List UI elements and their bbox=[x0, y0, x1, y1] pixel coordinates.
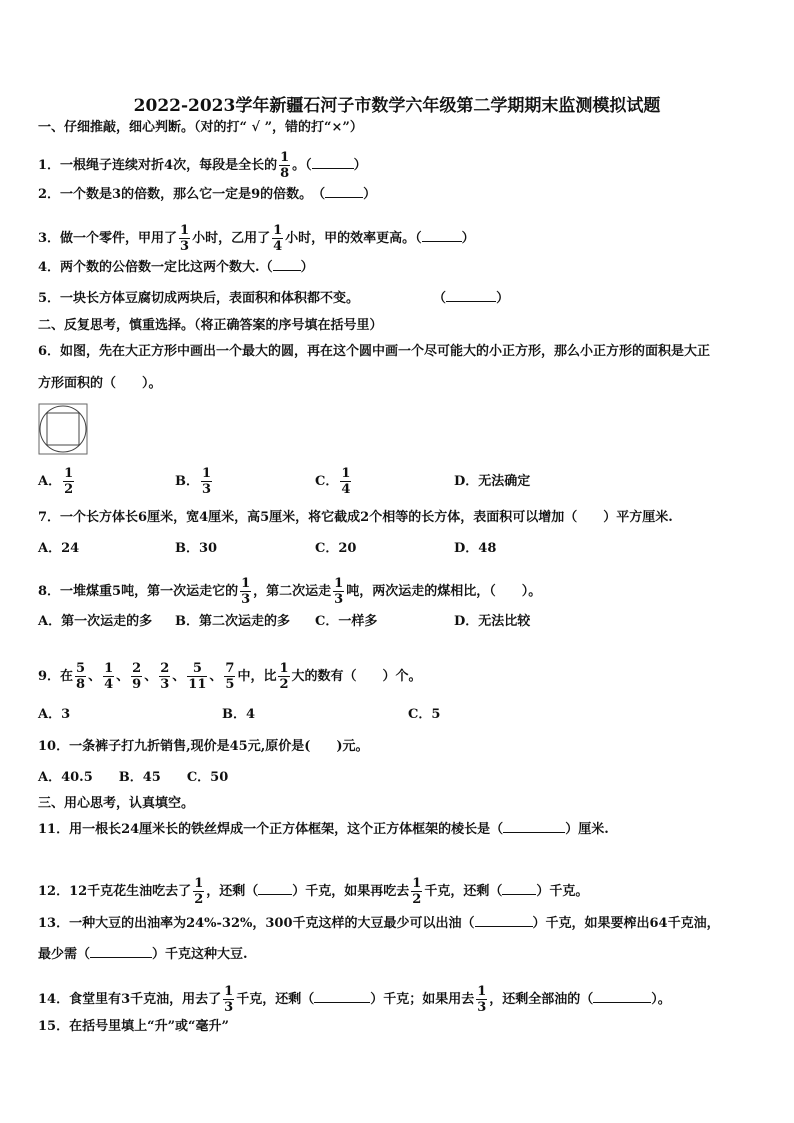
fraction: $\frac{1}{3}$ bbox=[477, 984, 487, 1015]
question-6-option-a[interactable]: A． $\frac{1}{2}$ bbox=[38, 466, 74, 497]
page-title: 2022-2023学年新疆石河子市数学六年级第二学期期末监测模拟试题 bbox=[133, 96, 661, 116]
question-7-option-b[interactable]: B．30 bbox=[175, 541, 218, 556]
fraction-list bbox=[73, 661, 237, 692]
fraction: $\frac{7}{5}$ bbox=[225, 661, 235, 692]
separator: 、 bbox=[116, 669, 130, 684]
question-7: 7．一个长方体长6厘米，宽4厘米，高5厘米，将它截成2个相等的长方体，表面积可以增加（ ）平方厘米. bbox=[38, 510, 673, 525]
question-9-option-b[interactable]: B．4 bbox=[222, 707, 256, 722]
fraction: $\frac{1}{3}$ bbox=[180, 223, 190, 254]
separator: 、 bbox=[209, 669, 223, 684]
question-7-option-d[interactable]: D．48 bbox=[454, 541, 497, 556]
section-3-heading: 三、用心思考，认真填空。 bbox=[38, 796, 195, 811]
fraction: $\frac{1}{2}$ bbox=[194, 876, 204, 907]
question-7-option-c[interactable]: C．20 bbox=[315, 541, 357, 556]
question-1: 1．一根绳子连续对折4次，每段是全长的 $\frac{1}{8}$ 。（ ） bbox=[38, 150, 367, 181]
question-5: 5．一块长方体豆腐切成两块后，表面积和体积都不变。 （ ） bbox=[38, 291, 510, 306]
fraction: $\frac{1}{2}$ bbox=[412, 876, 422, 907]
question-6-option-b[interactable]: B． $\frac{1}{3}$ bbox=[175, 466, 212, 497]
fraction: $\frac{2}{3}$ bbox=[160, 661, 170, 692]
question-12: 12．12千克花生油吃去了 $\frac{1}{2}$ ，还剩（ ）千克，如果再吃去 $\frac{1}{2}$ 千克，还剩（ ）千克。 bbox=[38, 876, 589, 907]
fraction: $\frac{1}{4}$ bbox=[104, 661, 114, 692]
fraction: $\frac{1}{3}$ bbox=[241, 576, 251, 607]
separator: 、 bbox=[144, 669, 158, 684]
question-8-option-a[interactable]: A．第一次运走的多 bbox=[38, 614, 153, 629]
fraction: $\frac{1}{3}$ bbox=[334, 576, 344, 607]
question-9-option-a[interactable]: A．3 bbox=[38, 707, 71, 722]
separator: 、 bbox=[88, 669, 102, 684]
fraction: $\frac{2}{9}$ bbox=[132, 661, 142, 692]
question-15: 15．在括号里填上“升”或“毫升” bbox=[38, 1019, 230, 1034]
fraction: $\frac{1}{4}$ bbox=[273, 223, 283, 254]
fraction: $\frac{1}{3}$ bbox=[224, 984, 234, 1015]
question-6-option-c[interactable]: C． $\frac{1}{4}$ bbox=[315, 466, 351, 497]
question-13-line-1: 13．一种大豆的出油率为24%-32%，300千克这样的大豆最少可以出油（ ）千克，如果要榨出64千克油， bbox=[38, 916, 720, 931]
question-10: 10．一条裤子打九折销售,现价是45元,原价是( )元。 bbox=[38, 739, 369, 754]
fraction: $\frac{1}{8}$ bbox=[280, 150, 290, 181]
question-9-option-c[interactable]: C．5 bbox=[408, 707, 441, 722]
question-8-option-c[interactable]: C．一样多 bbox=[315, 614, 378, 629]
question-2: 2．一个数是3的倍数，那么它一定是9的倍数。 （ ） bbox=[38, 187, 377, 202]
question-11: 11．用一根长24厘米长的铁丝焊成一个正方体框架，这个正方体框架的棱长是（ ）厘米. bbox=[38, 822, 609, 837]
question-8-option-d[interactable]: D．无法比较 bbox=[454, 614, 531, 629]
square-circle-figure bbox=[38, 403, 88, 455]
question-7-option-a[interactable]: A．24 bbox=[38, 541, 80, 556]
question-9: 9．在 $\frac{5}{8}$ 、 $\frac{1}{4}$ 、 $\frac{2}{9}$ 、 $\frac{2}{3}$ 、 $\frac{5}{11}$ 、 $\frac{7}{5}$ 中，比 $\frac{1}{2}$ 大的数有（ ）个。 bbox=[38, 661, 422, 692]
fraction: $\frac{1}{2}$ bbox=[279, 661, 289, 692]
question-10-options[interactable]: A．40.5 B．45 C．50 bbox=[38, 770, 229, 785]
question-6-line-2: 方形面积的（ ）。 bbox=[38, 376, 162, 391]
separator: 、 bbox=[172, 669, 186, 684]
question-8-option-b[interactable]: B．第二次运走的多 bbox=[175, 614, 290, 629]
fraction: $\frac{5}{11}$ bbox=[188, 661, 207, 692]
question-8: 8．一堆煤重5吨，第一次运走它的 $\frac{1}{3}$ ，第二次运走 $\frac{1}{3}$ 吨，两次运走的煤相比，（ ）。 bbox=[38, 576, 542, 607]
fraction: $\frac{5}{8}$ bbox=[76, 661, 86, 692]
question-3: 3．做一个零件，甲用了 $\frac{1}{3}$ 小时，乙用了 $\frac{1}{4}$ 小时，甲的效率更高。（ ） bbox=[38, 223, 475, 254]
section-1-heading: 一、仔细推敲，细心判断。（对的打“ √ ”，错的打“×”） bbox=[38, 120, 363, 135]
section-2-heading: 二、反复思考，慎重选择。（将正确答案的序号填在括号里） bbox=[38, 318, 383, 333]
question-4: 4．两个数的公倍数一定比这两个数大.（ ） bbox=[38, 260, 314, 275]
question-6-option-d[interactable]: D．无法确定 bbox=[454, 474, 531, 489]
question-13-line-2: 最少需（ ）千克这种大豆. bbox=[38, 947, 248, 962]
question-14: 14．食堂里有3千克油，用去了 $\frac{1}{3}$ 千克，还剩（ ）千克；如果用去 $\frac{1}{3}$ ，还剩全部油的（ ）。 bbox=[38, 984, 671, 1015]
question-6-line-1: 6．如图，先在大正方形中画出一个最大的圆，再在这个圆中画一个尽可能大的小正方形，那么小正方形的面积是大正 bbox=[38, 344, 711, 359]
